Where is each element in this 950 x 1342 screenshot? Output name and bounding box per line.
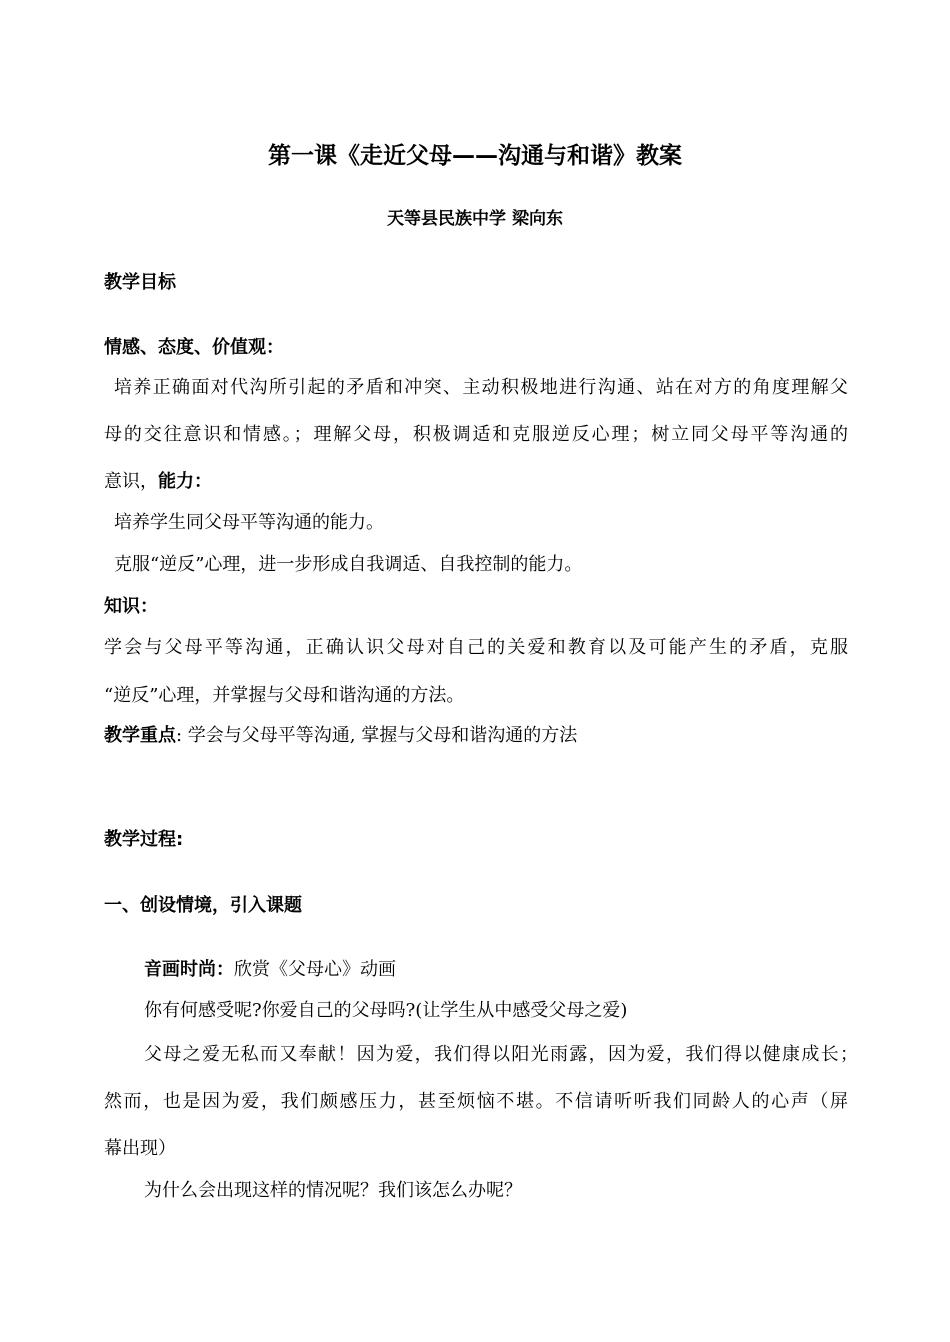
paragraph-line-1: 父母之爱无私而又奉献！因为爱，我们得以阳光雨露，因为爱，我们得以健康成长； xyxy=(144,1044,858,1065)
ability-line-1: 培养学生同父母平等沟通的能力。 xyxy=(114,512,384,533)
objectives-heading: 教学目标 xyxy=(104,272,176,293)
keypoint-line xyxy=(104,724,577,748)
emotion-paragraph-line-2: 母的交往意识和情感。；理解父母，积极调适和克服逆反心理；树立同父母平等沟通的 xyxy=(104,424,848,445)
document-author: 天等县民族中学 梁向东 xyxy=(387,209,563,229)
media-text: 欣赏《父母心》动画 xyxy=(234,959,396,980)
emotion-paragraph-line-3 xyxy=(104,470,212,494)
knowledge-line-2: “逆反”心理，并掌握与父母和谐沟通的方法。 xyxy=(104,685,465,706)
ability-heading: 能力： xyxy=(158,471,212,492)
knowledge-heading: 知识： xyxy=(104,596,158,617)
step1-heading: 一、创设情境，引入课题 xyxy=(104,895,302,916)
keypoint-heading: 教学重点 xyxy=(104,725,176,746)
emotion-paragraph-line-1: 培养正确面对代沟所引起的矛盾和冲突、主动积极地进行沟通、站在对方的角度理解父 xyxy=(114,377,848,398)
process-heading: 教学过程: xyxy=(104,829,184,850)
question-2: 为什么会出现这样的情况呢？我们该怎么办呢？ xyxy=(144,1180,522,1201)
paragraph-line-2: 然而，也是因为爱，我们颇感压力，甚至烦恼不堪。不信请听听我们同龄人的心声（屏 xyxy=(104,1091,848,1112)
media-line xyxy=(144,958,396,982)
keypoint-text: : 学会与父母平等沟通, 掌握与父母和谐沟通的方法 xyxy=(176,725,578,746)
emotion-heading: 情感、态度、价值观： xyxy=(104,337,284,358)
question-1: 你有何感受呢?你爱自己的父母吗?(让学生从中感受父母之爱) xyxy=(144,1000,628,1021)
media-heading: 音画时尚： xyxy=(144,959,234,980)
knowledge-line-1: 学会与父母平等沟通，正确认识父母对自己的关爱和教育以及可能产生的矛盾，克服 xyxy=(104,637,848,658)
emotion-paragraph-end: 意识， xyxy=(104,471,158,492)
document-title: 第一课《走近父母——沟通与和谐》教案 xyxy=(268,143,682,169)
ability-line-2: 克服“逆反”心理，进一步形成自我调适、自我控制的能力。 xyxy=(114,554,583,575)
paragraph-line-3: 幕出现） xyxy=(104,1138,176,1159)
